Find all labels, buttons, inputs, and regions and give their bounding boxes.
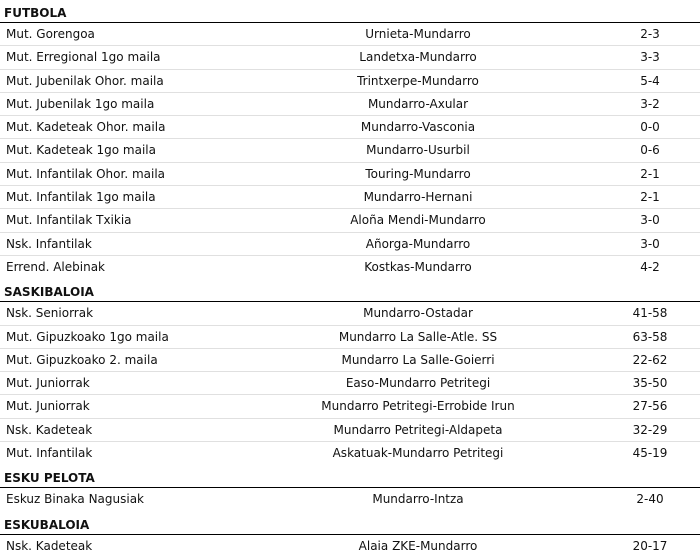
category-cell: Nsk. Seniorrak [6, 306, 94, 321]
result-row [0, 488, 700, 511]
category-cell: Mut. Infantilak 1go maila [6, 190, 156, 205]
category-cell: Mut. Infantilak Txikia [6, 213, 132, 228]
result-row [0, 23, 700, 46]
result-row [0, 93, 700, 116]
result-row [0, 163, 700, 186]
result-row [0, 302, 700, 325]
score-cell: 3-2 [640, 96, 660, 111]
result-row [0, 326, 700, 349]
match-cell: Mundarro La Salle-Goierri [341, 352, 495, 367]
match-cell: Trintxerpe-Mundarro [357, 73, 479, 88]
score-cell: 41-58 [632, 306, 668, 321]
match-cell: Mundarro-Hernani [363, 190, 473, 205]
result-row [0, 372, 700, 395]
category-cell: Mut. Infantilak Ohor. maila [6, 166, 166, 181]
result-row [0, 395, 700, 418]
category-cell: Mut. Kadeteak 1go maila [6, 143, 156, 158]
category-cell: Errend. Alebinak [6, 259, 105, 274]
result-row [0, 349, 700, 372]
result-row [0, 209, 700, 232]
match-cell: Mundarro-Axular [367, 96, 469, 111]
category-cell: Mut. Infantilak [6, 446, 93, 461]
result-row [0, 233, 700, 256]
match-cell: Aloña Mendi-Mundarro [350, 213, 486, 228]
result-row [0, 139, 700, 162]
category-cell: Mut. Gipuzkoako 1go maila [6, 329, 169, 344]
score-cell: 2-40 [636, 492, 664, 507]
score-cell: 3-0 [640, 213, 660, 228]
score-cell: 2-1 [640, 190, 660, 205]
section-rows [0, 535, 700, 558]
match-cell: Kostkas-Mundarro [364, 259, 472, 274]
score-cell: 45-19 [632, 446, 668, 461]
score-cell: 5-4 [640, 73, 660, 88]
match-cell: Landetxa-Mundarro [359, 50, 477, 65]
category-cell: Nsk. Infantilak [6, 236, 92, 251]
sport-section [0, 279, 700, 465]
category-cell: Nsk. Kadeteak [6, 422, 93, 437]
match-cell: Mundarro-Intza [372, 492, 464, 507]
match-cell: Alaia ZKE-Mundarro [358, 538, 478, 553]
category-cell: Eskuz Binaka Nagusiak [6, 492, 145, 507]
match-cell: Touring-Mundarro [365, 166, 471, 181]
result-row [0, 442, 700, 465]
result-row [0, 186, 700, 209]
category-cell: Mut. Erregional 1go maila [6, 50, 161, 65]
match-cell: Mundarro-Ostadar [363, 306, 473, 321]
section-rows [0, 488, 700, 511]
category-cell: Mut. Kadeteak Ohor. maila [6, 120, 166, 135]
result-row [0, 46, 700, 69]
score-cell: 3-3 [640, 50, 660, 65]
section-title: SASKIBALOIA [0, 279, 700, 302]
result-row [0, 256, 700, 279]
category-cell: Mut. Jubenilak Ohor. maila [6, 73, 164, 88]
score-cell: 3-0 [640, 236, 660, 251]
match-cell: Mundarro Petritegi-Errobide Irun [321, 399, 515, 414]
match-cell: Mundarro Petritegi-Aldapeta [333, 422, 503, 437]
match-cell: Askatuak-Mundarro Petritegi [332, 446, 504, 461]
score-cell: 63-58 [632, 329, 668, 344]
score-cell: 0-6 [640, 143, 660, 158]
match-cell: Urnieta-Mundarro [365, 27, 471, 41]
category-cell: Mut. Jubenilak 1go maila [6, 96, 155, 111]
result-row [0, 70, 700, 93]
score-cell: 0-0 [640, 120, 660, 135]
match-cell: Easo-Mundarro Petritegi [345, 376, 491, 391]
score-cell: 2-1 [640, 166, 660, 181]
section-rows [0, 23, 700, 279]
sport-section [0, 512, 700, 558]
match-cell: Añorga-Mundarro [365, 236, 471, 251]
section-title: ESKUBALOIA [0, 512, 700, 535]
match-cell: Mundarro La Salle-Atle. SS [338, 329, 498, 344]
match-cell: Mundarro-Vasconia [360, 120, 476, 135]
score-cell: 4-2 [640, 259, 660, 274]
score-cell: 35-50 [632, 376, 668, 391]
category-cell: Mut. Juniorrak [6, 376, 90, 391]
score-cell: 32-29 [632, 422, 668, 437]
match-cell: Mundarro-Usurbil [366, 143, 470, 158]
section-rows [0, 302, 700, 465]
score-cell: 2-3 [640, 27, 660, 41]
section-title: FUTBOLA [0, 0, 700, 23]
section-title: ESKU PELOTA [0, 465, 700, 488]
category-cell: Mut. Juniorrak [6, 399, 90, 414]
result-row [0, 419, 700, 442]
sport-section [0, 465, 700, 511]
result-row [0, 116, 700, 139]
score-cell: 20-17 [632, 538, 668, 553]
result-row [0, 535, 700, 558]
score-cell: 27-56 [632, 399, 668, 414]
score-cell: 22-62 [632, 352, 668, 367]
category-cell: Nsk. Kadeteak [6, 538, 93, 553]
category-cell: Mut. Gorengoa [6, 27, 95, 41]
category-cell: Mut. Gipuzkoako 2. maila [6, 352, 158, 367]
